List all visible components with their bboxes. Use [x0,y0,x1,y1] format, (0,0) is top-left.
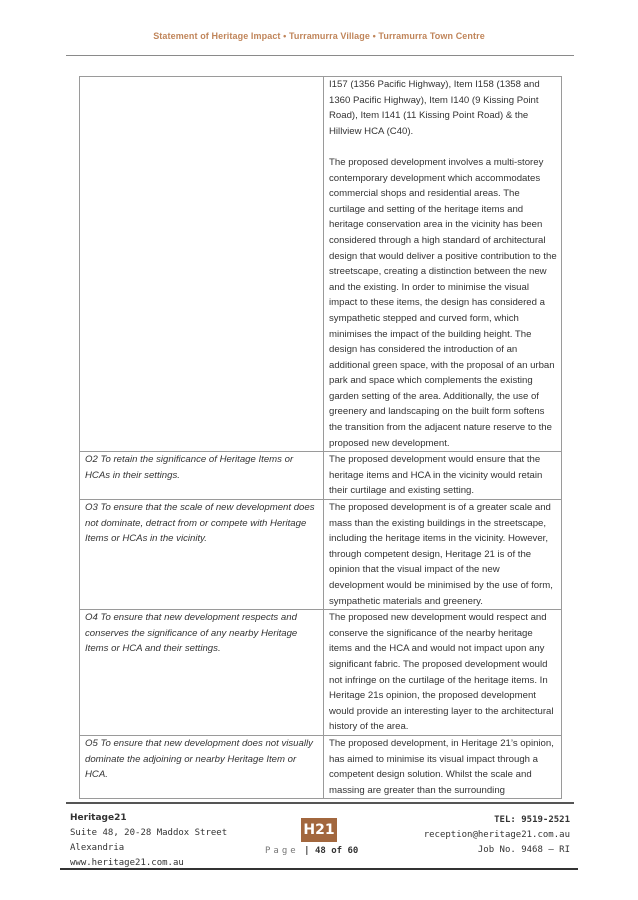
header-divider [66,55,574,56]
response-cell [324,77,562,452]
page-separator: | [304,846,310,856]
response-cell [324,500,562,610]
objective-cell [80,77,324,452]
objective-cell: O5 To ensure that new development does not visually dominate the adjoining or nearby Heritage Item or HCA. [80,735,324,798]
job-number: Job No. 9468 – RI [477,845,570,855]
heritage21-logo: H21 [301,818,337,842]
page-header-title: Statement of Heritage Impact • Turramurra Village • Turramurra Town Centre [153,31,485,41]
telephone: TEL: 9519-2521 [494,815,570,825]
company-name: Heritage21 [70,813,127,823]
page-number-line [265,846,358,856]
footer-divider [66,802,574,804]
table-row [80,500,562,610]
response-paragraph: The proposed development would ensure that the heritage items and HCA in the vicinity would retain their curtilage and existing setting. [329,454,543,497]
response-cell [324,735,562,798]
response-paragraph: The proposed development is of a greater scale and mass than the existing buildings in the streetscape, including the heritage items in the vicinity. However, through competent design, Heritage 21 is of the opinion that the visual impact of the new development would be minimised by the use of form, sympathetic materials and greenery. [329,502,553,607]
table-row [80,610,562,736]
heritage-objectives-table [79,76,562,799]
objective-cell: O2 To retain the significance of Heritage Items or HCAs in their settings. [80,452,324,500]
objective-cell: O3 To ensure that the scale of new development does not dominate, detract from or compete with Heritage Items or HCAs in the vicinity. [80,500,324,610]
website-link[interactable]: www.heritage21.com.au [70,858,184,868]
address-line-2: Alexandria [70,843,125,853]
footer-bottom-divider [60,868,578,870]
footer-address-block [70,811,227,871]
table-row [80,77,562,452]
page-label: Page [265,846,299,856]
objective-cell: O4 To ensure that new development respects and conserves the significance of any nearby Heritage Items or HCA and their settings. [80,610,324,736]
paragraph-gap [329,139,557,155]
response-cell [324,610,562,736]
footer-contact-block [424,813,570,858]
response-cell [324,452,562,500]
response-paragraph: The proposed new development would respect and conserve the significance of the nearby heritage items and the HCA and would not impact upon any significant fabric. The proposed development would not infringe on the curtilage of the heritage items. In Heritage 21s opinion, the proposed development would provide an interesting layer to the architectural history of the area. [329,612,554,733]
response-paragraph: I157 (1356 Pacific Highway), Item I158 (1358 and 1360 Pacific Highway), Item I140 (9 Kissing Point Road), Item I141 (11 Kissing Point Road) & the Hillview HCA (C40). [329,79,540,137]
table-row [80,735,562,798]
email-link[interactable]: reception@heritage21.com.au [423,830,570,840]
response-paragraph: The proposed development involves a multi-storey contemporary development which accommodates commercial shops and residential areas. The curtilage and setting of the heritage items and heritage conservation area in the vicinity has been considered through a high standard of architectural design that would deliver a positive contribution to the streetscape, creating a distinction between the new and the existing. In order to minimise the visual impact to these items, the design has considered a sympathetic stepped and curved form, which minimises the impact of the building height. The design has considered the introduction of an additional green space, with the proposal of an urban park and space which complements the existing garden setting of the area. Additionally, the use of greenery and landscaping on the built form softens the transition from the adjacent nature reserve to the proposed new development. [329,156,557,449]
table-row [80,452,562,500]
address-line-1: Suite 48, 20-28 Maddox Street [70,828,228,838]
page-number: 48 of 60 [314,846,359,856]
response-paragraph: The proposed development, in Heritage 21’s opinion, has aimed to minimise its visual impact through a competent design solution. Whilst the scale and massing are greater than the surrounding [329,737,554,796]
